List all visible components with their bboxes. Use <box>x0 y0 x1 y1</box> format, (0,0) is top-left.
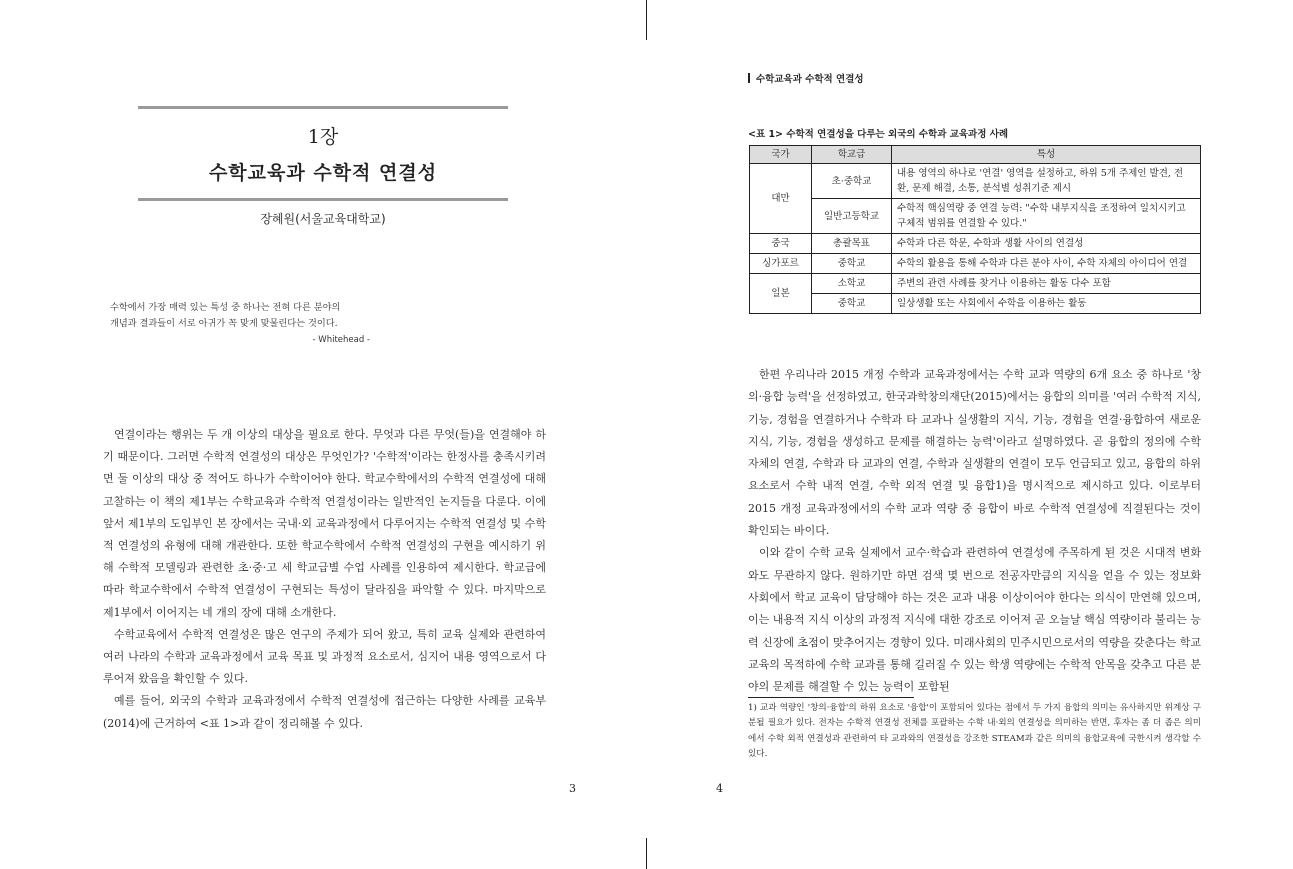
table-row <box>750 294 1201 314</box>
table-cell-country: 대만 <box>750 164 812 234</box>
epigraph-line: 수학에서 가장 매력 있는 특성 중 하나는 전혀 다른 분야의 <box>110 302 341 313</box>
table-cell-level: 소학교 <box>812 274 892 294</box>
footnote: 1) 교과 역량인 '창의·융합'의 하위 요소로 '융합'이 포함되어 있다는 점에서 두 가지 융합의 의미는 유사하지만 위계상 구분될 필요가 있다. 전자는 수학적 연결성 전체를 포괄하는 수학 내·외의 연결성을 의미하는 반면, 후자는 좀 더 좁은 의미에서 수학 외적 연결성과 관련하여 타 교과와의 연결성을 강조한 STEAM과 같은 의미의 융합교육에 국한시켜 생각할 수 있다. <box>748 703 1201 760</box>
running-head <box>748 71 864 85</box>
table-cell-feature: 수학의 활용을 통해 수학과 다른 분야 사이, 수학 자체의 아이디어 연결 <box>892 254 1201 274</box>
table-cell-country: 일본 <box>750 274 812 314</box>
table-row <box>750 254 1201 274</box>
table-header: 국가 <box>750 146 812 164</box>
page-number: 4 <box>716 782 723 795</box>
paragraph: 이와 같이 수학 교육 실제에서 교수·학습과 관련하여 연결성에 주목하게 된 것은 시대적 변화와도 무관하지 않다. 원하기만 하면 검색 몇 번으로 전공자만큼의 지식을 얻을 수 있는 정보화 사회에서 학교 교육이 담당해야 하는 것은 교과 내용 이상이어야 한다는 의식이 만연해 있으며, 이는 내용적 지식 이상의 과정적 지식에 대한 강조로 이어져 곧 오늘날 핵심 역량이라 불리는 능력 신장에 초점이 맞추어지는 경향이 있다. 미래사회의 민주시민으로서의 역량을 갖춘다는 학교 교육의 목적하에 수학 교과를 통해 길러질 수 있는 학생 역량에는 수학적 안목을 갖추고 다른 분야의 문제를 해결할 수 있는 능력이 포함된 <box>748 546 1201 694</box>
running-head-text: 수학교육과 수학적 연결성 <box>756 74 864 85</box>
table-row <box>750 164 1201 199</box>
table-cell-level: 중학교 <box>812 294 892 314</box>
chapter-rule-top <box>138 106 508 109</box>
table-cell-country: 싱가포르 <box>750 254 812 274</box>
right-page <box>647 0 1293 869</box>
table-header-row <box>750 146 1201 164</box>
paragraph: 한편 우리나라 2015 개정 수학과 교육과정에서는 수학 교과 역량의 6개 요소 중 하나로 '창의·융합 능력'을 선정하였고, 한국과학창의재단(2015)에서는 융합의 의미를 '여러 수학적 지식, 기능, 경험을 연결하거나 수학과 타 교과나 실생활의 지식, 기능, 경험을 연결·융합하여 새로운 지식, 기능, 경험을 생성하고 문제를 해결하는 능력'이라고 설명하였다. 곧 융합의 정의에 수학 자체의 연결, 수학과 타 교과의 연결, 수학과 실생활의 연결이 모두 언급되고 있고, 융합의 하위 요소로서 수학 내적 연결, 수학 외적 연결 및 융합1)을 명시적으로 제시하고 있다. 이로부터 2015 개정 교육과정에서의 수학 교과 역량 중 융합이 바로 수학적 연결성에 직결된다는 것이 확인되는 바이다. <box>748 368 1201 538</box>
left-page <box>0 0 646 869</box>
table-cell-level: 총괄목표 <box>812 234 892 254</box>
running-head-bar <box>748 73 750 83</box>
table-cell-feature: 내용 영역의 하나로 '연결' 영역을 설정하고, 하위 5개 주제인 발견, 전환, 문제 해결, 소통, 분석별 성취기준 제시 <box>892 164 1201 199</box>
table-cell-feature: 수학과 다른 학문, 수학과 생활 사이의 연결성 <box>892 234 1201 254</box>
chapter-rule-bottom <box>138 198 508 201</box>
table-caption: <표 1> 수학적 연결성을 다루는 외국의 수학과 교육과정 사례 <box>748 129 1009 140</box>
comparison-table <box>749 145 1201 314</box>
table-cell-feature: 수학적 핵심역량 중 연결 능력: "수학 내부지식을 조정하여 일치시키고 구체적 범위를 연결할 수 있다." <box>892 199 1201 234</box>
table-cell-level: 초·중학교 <box>812 164 892 199</box>
table-cell-country: 중국 <box>750 234 812 254</box>
body-text-left <box>103 424 546 735</box>
author: 장혜원(서울교육대학교) <box>260 212 386 226</box>
table-cell-feature: 주변의 관련 사례를 찾거나 이용하는 활동 다수 포함 <box>892 274 1201 294</box>
table-cell-feature: 일상생활 또는 사회에서 수학을 이용하는 활동 <box>892 294 1201 314</box>
chapter-title: 수학교육과 수학적 연결성 <box>208 162 438 184</box>
paragraph: 예를 들어, 외국의 수학과 교육과정에서 수학적 연결성에 접근하는 다양한 사례를 교육부(2014)에 근거하여 <표 1>과 같이 정리해볼 수 있다. <box>103 694 546 730</box>
paragraph: 수학교육에서 수학적 연결성은 많은 연구의 주제가 되어 왔고, 특히 교육 실제와 관련하여 여러 나라의 수학과 교육과정에서 교육 목표 및 과정적 요소로서, 심지어 내용 영역으로서 다루어져 왔음을 확인할 수 있다. <box>103 627 546 686</box>
table-row <box>750 274 1201 294</box>
table-row <box>750 199 1201 234</box>
table-row <box>750 234 1201 254</box>
body-text-right <box>748 364 1201 698</box>
page-number: 3 <box>569 782 576 795</box>
table-cell-level: 중학교 <box>812 254 892 274</box>
epigraph-line: 개념과 결과들이 서로 아귀가 꼭 맞게 맞물린다는 것이다. <box>110 318 338 329</box>
paragraph: 연결이라는 행위는 두 개 이상의 대상을 필요로 한다. 무엇과 다른 무엇(들)을 연결해야 하기 때문이다. 그러면 수학적 연결성의 대상은 무엇인가? '수학적'이라는 한정사를 충족시키려면 둘 이상의 대상 중 적어도 하나가 수학이어야 한다. 학교수학에서의 수학적 연결성에 대해 고찰하는 이 책의 제1부는 수학교육과 수학적 연결성이라는 일반적인 논지들을 다룬다. 이에 앞서 제1부의 도입부인 본 장에서는 국내·외 교육과정에서 다루어지는 수학적 연결성 및 수학적 연결성의 유형에 대해 개관한다. 또한 학교수학에서 수학적 연결성의 구현을 예시하기 위해 수학적 모델링과 관련한 초·중·고 세 학교급별 수업 사례를 인용하여 제시한다. 학교급에 따라 학교수학에서 수학적 연결성이 구현되는 특성이 달라짐을 파악할 수 있다. 마지막으로 제1부에서 이어지는 네 개의 장에 대해 소개한다. <box>103 428 546 619</box>
table-header: 학교급 <box>812 146 892 164</box>
table-header: 특성 <box>892 146 1201 164</box>
chapter-number: 1장 <box>307 126 339 148</box>
table-cell-level: 일반고등학교 <box>812 199 892 234</box>
epigraph-source: - Whitehead - <box>312 335 370 345</box>
epigraph <box>110 300 370 348</box>
footnote-rule <box>748 697 914 698</box>
